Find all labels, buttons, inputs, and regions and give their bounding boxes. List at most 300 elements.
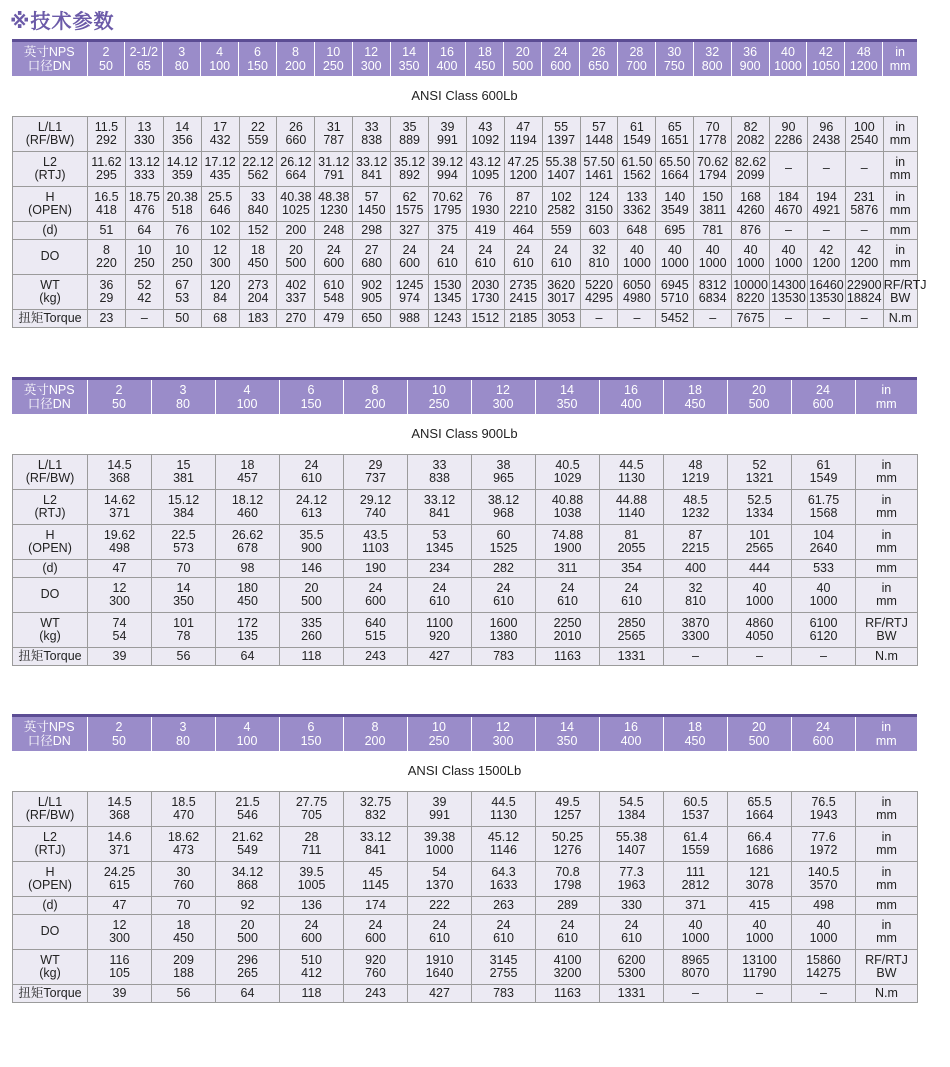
cell-text: 402 <box>285 277 307 292</box>
cell-text: 678 <box>237 541 258 555</box>
cell-text: 3078 <box>745 878 774 892</box>
cell-text: 8220 <box>736 291 765 305</box>
cell-text: DO <box>40 249 60 264</box>
cell-text: 610 <box>323 277 345 292</box>
row-label <box>13 862 88 897</box>
table-cell <box>88 648 152 666</box>
cell-text: 464 <box>512 222 534 237</box>
cell-text: 33.12 <box>359 829 392 844</box>
table-cell <box>656 310 694 328</box>
cell-text: 39.12 <box>431 154 464 169</box>
cell-text: 311 <box>557 560 578 575</box>
table-cell <box>280 455 344 490</box>
row-unit <box>856 490 918 525</box>
cell-text: 39 <box>112 648 127 663</box>
cell-text: 419 <box>474 222 496 237</box>
table-cell <box>88 578 152 613</box>
table-row <box>13 310 918 328</box>
table-cell <box>580 117 618 152</box>
cell-text: 573 <box>173 541 194 555</box>
table-cell <box>770 222 808 240</box>
nps-value: 4 <box>243 720 251 734</box>
cell-text: 24 <box>560 580 575 595</box>
cell-text: 44.88 <box>615 492 648 507</box>
table-cell <box>600 490 664 525</box>
table-cell <box>600 613 664 648</box>
cell-text: 444 <box>749 560 770 575</box>
dn-value: 80 <box>176 734 190 748</box>
table-cell <box>277 275 315 310</box>
cell-text: 600 <box>365 594 386 608</box>
cell-text: 13100 <box>742 952 777 967</box>
dn-value: 100 <box>236 734 258 748</box>
header-size-cell <box>599 379 663 415</box>
cell-text: 1130 <box>618 471 645 485</box>
table-cell <box>344 950 408 985</box>
cell-text: L/L1 <box>37 119 63 134</box>
row-unit <box>856 560 918 578</box>
dn-value: 400 <box>620 734 642 748</box>
table-cell <box>277 152 315 187</box>
nps-value: 10 <box>326 45 341 59</box>
table-cell <box>152 985 216 1003</box>
table-cell <box>728 490 792 525</box>
dn-value: 200 <box>364 734 386 748</box>
cell-text: 3870 <box>681 615 710 630</box>
cell-text: 965 <box>493 471 514 485</box>
cell-text: 1103 <box>362 541 389 555</box>
cell-text: 1963 <box>617 878 646 892</box>
table-cell <box>656 275 694 310</box>
cell-text: 22900 <box>846 277 882 292</box>
table-cell <box>770 117 808 152</box>
row-label <box>13 117 88 152</box>
table-cell <box>125 222 163 240</box>
nps-value: 12 <box>364 45 379 59</box>
cell-text: 1257 <box>553 808 582 822</box>
table-cell <box>664 862 728 897</box>
table-cell <box>391 152 429 187</box>
table-cell <box>163 240 201 275</box>
table-cell <box>504 275 542 310</box>
cell-text: 5300 <box>617 966 646 980</box>
cell-text: 55.38 <box>545 154 577 169</box>
cell-text: 20 <box>288 242 303 257</box>
cell-text: 902 <box>361 277 383 292</box>
table-cell <box>728 897 792 915</box>
spec-table-600lb <box>12 39 927 328</box>
table-cell <box>239 152 277 187</box>
cell-text: 40 <box>629 242 644 257</box>
cell-text: 20.38 <box>166 189 198 204</box>
table-row <box>13 275 918 310</box>
cell-text: – <box>756 648 763 663</box>
cell-text: 3570 <box>809 878 838 892</box>
table-cell <box>600 897 664 915</box>
cell-text: 450 <box>173 931 194 945</box>
cell-text: mm <box>889 203 911 217</box>
cell-text: 841 <box>429 506 450 520</box>
cell-text: 832 <box>365 808 386 822</box>
cell-text: 24 <box>368 580 383 595</box>
cell-text: – <box>633 310 641 325</box>
table-cell <box>280 950 344 985</box>
cell-text: 70 <box>705 119 720 134</box>
header-size-cell <box>407 379 471 415</box>
cell-text: 868 <box>237 878 258 892</box>
cell-text: 295 <box>96 168 117 182</box>
cell-text: 48.5 <box>683 492 708 507</box>
table-cell <box>391 117 429 152</box>
cell-text: 184 <box>778 189 799 204</box>
cell-text: 5220 <box>585 277 613 292</box>
cell-text: 610 <box>493 594 514 608</box>
cell-text: 500 <box>285 256 307 270</box>
cell-text: mm <box>876 808 897 822</box>
table-cell <box>536 827 600 862</box>
row-label <box>13 613 88 648</box>
table-cell <box>792 648 856 666</box>
cell-text: – <box>595 310 603 325</box>
table-cell <box>472 613 536 648</box>
cell-text: 4860 <box>745 615 774 630</box>
cell-text: L/L1 <box>37 457 63 472</box>
header-size-cell <box>201 41 239 77</box>
nps-value: 20 <box>752 720 766 734</box>
table-cell <box>792 915 856 950</box>
cell-text: 660 <box>285 133 307 147</box>
header-size-cell <box>215 716 279 752</box>
cell-text: 118 <box>301 648 322 663</box>
table-cell <box>770 187 808 222</box>
cell-text: 66.4 <box>747 829 772 844</box>
cell-text: 1000 <box>809 594 838 608</box>
cell-text: 24 <box>478 242 493 257</box>
table-cell <box>542 275 580 310</box>
table-cell <box>618 222 656 240</box>
table-cell <box>152 827 216 862</box>
table-cell <box>88 455 152 490</box>
cell-text: 1568 <box>809 506 838 520</box>
cell-text: – <box>785 161 792 176</box>
table-cell <box>125 187 163 222</box>
table-cell <box>408 525 472 560</box>
table-cell <box>664 613 728 648</box>
cell-text: 61 <box>629 119 644 134</box>
cell-text: 356 <box>171 133 193 147</box>
dn-value: 50 <box>112 397 126 411</box>
table-cell <box>216 455 280 490</box>
cell-text: 56 <box>176 648 191 663</box>
cell-text: 296 <box>237 952 258 967</box>
spec-data-table <box>12 454 918 666</box>
cell-text: 412 <box>301 966 322 980</box>
cell-text: 42 <box>857 242 872 257</box>
cell-text: 英寸NPS <box>23 383 75 397</box>
cell-text: 610 <box>474 256 496 270</box>
cell-text: (OPEN) <box>28 203 72 217</box>
cell-text: 3549 <box>660 203 689 217</box>
table-cell <box>216 525 280 560</box>
table-cell <box>664 490 728 525</box>
nps-value: 42 <box>818 45 833 59</box>
table-cell <box>408 560 472 578</box>
spec-table-900lb <box>12 377 917 666</box>
cell-text: H <box>45 527 55 542</box>
nps-value: 48 <box>856 45 871 59</box>
cell-text: 1795 <box>433 203 462 217</box>
cell-text: 64 <box>240 648 255 663</box>
table-cell <box>845 275 883 310</box>
dn-value: 50 <box>99 59 113 73</box>
table-cell <box>536 950 600 985</box>
cell-text: 1331 <box>617 985 646 1000</box>
cell-text: (RTJ) <box>34 168 66 182</box>
cell-text: 30 <box>176 864 191 879</box>
cell-text: 2582 <box>547 203 576 217</box>
cell-text: 68 <box>213 310 228 325</box>
cell-text: 273 <box>247 277 269 292</box>
cell-text: 371 <box>109 843 130 857</box>
cell-text: 100 <box>853 119 875 134</box>
cell-text: 1146 <box>490 843 517 857</box>
table-cell <box>125 275 163 310</box>
table-cell <box>344 455 408 490</box>
cell-text: 4100 <box>553 952 582 967</box>
cell-text: 40.38 <box>280 189 312 204</box>
cell-text: 20 <box>304 580 319 595</box>
table-cell <box>504 187 542 222</box>
cell-text: 180 <box>237 580 258 595</box>
cell-text: 40 <box>752 580 767 595</box>
table-cell <box>429 240 467 275</box>
cell-text: 40 <box>688 917 703 932</box>
cell-text: 40 <box>781 242 796 257</box>
nps-value: 18 <box>688 383 702 397</box>
cell-text: 21.62 <box>231 829 264 844</box>
cell-text: 17.12 <box>204 154 236 169</box>
row-label <box>13 310 88 328</box>
cell-text: (RF/BW) <box>25 808 75 822</box>
cell-text: 350 <box>173 594 194 608</box>
cell-text: 1025 <box>281 203 310 217</box>
row-unit <box>856 648 918 666</box>
table-cell <box>536 985 600 1003</box>
cell-text: mm <box>889 222 911 237</box>
cell-text: 65 <box>667 119 682 134</box>
cell-text: 168 <box>740 189 762 204</box>
table-row <box>13 187 918 222</box>
table-cell <box>792 950 856 985</box>
table-cell <box>344 490 408 525</box>
dn-value: 250 <box>428 397 450 411</box>
cell-text: 18.62 <box>167 829 200 844</box>
table-cell <box>152 897 216 915</box>
cell-text: 1245 <box>395 277 424 292</box>
cell-text: 243 <box>365 985 386 1000</box>
table-cell <box>732 240 770 275</box>
cell-text: 974 <box>399 291 420 305</box>
cell-text: 1559 <box>681 843 710 857</box>
row-label <box>13 152 88 187</box>
row-unit <box>856 525 918 560</box>
table-cell <box>728 455 792 490</box>
cell-text: 39 <box>440 119 455 134</box>
cell-text: 45.12 <box>487 829 520 844</box>
cell-text: – <box>709 310 717 325</box>
table-cell <box>504 222 542 240</box>
table-cell <box>125 117 163 152</box>
cell-text: 270 <box>285 310 307 325</box>
cell-text: 102 <box>209 222 231 237</box>
table-cell <box>344 613 408 648</box>
row-label <box>13 792 88 827</box>
cell-text: 174 <box>365 897 386 912</box>
table-row <box>13 648 918 666</box>
cell-text: 74.88 <box>551 527 584 542</box>
cell-text: 2540 <box>850 133 879 147</box>
cell-text: 12 <box>213 242 228 257</box>
cell-text: 1331 <box>617 648 646 663</box>
table-row <box>13 525 918 560</box>
cell-text: 22 <box>251 119 265 134</box>
cell-text: 648 <box>626 222 648 237</box>
cell-text: 29 <box>99 291 114 305</box>
cell-text: 1407 <box>547 168 576 182</box>
table-cell <box>88 792 152 827</box>
cell-text: 1530 <box>433 277 462 292</box>
table-cell <box>694 275 732 310</box>
table-cell <box>600 648 664 666</box>
cell-text: 24 <box>554 242 569 257</box>
cell-text: 664 <box>285 168 307 182</box>
cell-text: 24 <box>402 242 417 257</box>
table-cell <box>429 222 467 240</box>
table-cell <box>807 240 845 275</box>
table-cell <box>580 222 618 240</box>
cell-text: 140.5 <box>807 864 840 879</box>
table-cell <box>152 455 216 490</box>
header-size-cell <box>215 379 279 415</box>
cell-text: 43 <box>478 119 493 134</box>
table-cell <box>344 985 408 1003</box>
cell-text: 49.5 <box>555 794 580 809</box>
cell-text: 96 <box>819 119 834 134</box>
header-size-cell <box>663 716 727 752</box>
header-size-cell <box>617 41 655 77</box>
cell-text: – <box>756 985 763 1000</box>
table-cell <box>600 915 664 950</box>
cell-text: 1450 <box>357 203 386 217</box>
nps-value: 40 <box>781 45 795 59</box>
cell-text: 1100 <box>426 615 453 630</box>
cell-text: 150 <box>702 189 724 204</box>
dn-value: 300 <box>492 397 514 411</box>
table-cell <box>845 152 883 187</box>
row-label <box>13 560 88 578</box>
cell-text: in <box>895 154 906 169</box>
cell-text: 610 <box>621 594 642 608</box>
table-cell <box>277 222 315 240</box>
cell-text: 14300 <box>771 277 806 292</box>
cell-text: 24 <box>432 917 447 932</box>
cell-text: WT <box>40 277 60 292</box>
table-cell <box>152 950 216 985</box>
nps-value: 24 <box>816 383 830 397</box>
size-header-row <box>12 39 917 76</box>
cell-text: – <box>785 310 792 325</box>
cell-text: 1930 <box>471 203 500 217</box>
cell-text: 27.75 <box>295 794 328 809</box>
header-size-cell <box>504 41 542 77</box>
cell-text: 559 <box>247 133 269 147</box>
cell-text: 8070 <box>681 966 710 980</box>
table-cell <box>542 187 580 222</box>
table-cell <box>315 152 353 187</box>
cell-text: 5710 <box>660 291 689 305</box>
cell-text: 57 <box>364 189 379 204</box>
cell-text: 1397 <box>547 133 576 147</box>
cell-text: 12 <box>112 580 127 595</box>
cell-text: 1549 <box>623 133 651 147</box>
cell-text: 610 <box>493 931 514 945</box>
nps-value: 18 <box>477 45 492 59</box>
header-size-cell <box>791 379 855 415</box>
table-cell <box>466 310 504 328</box>
table-cell <box>353 187 391 222</box>
cell-text: 22.5 <box>171 527 196 542</box>
cell-text: 24 <box>368 917 383 932</box>
table-cell <box>728 915 792 950</box>
cell-text: 70 <box>176 897 191 912</box>
nps-value: 16 <box>624 720 638 734</box>
cell-text: 3150 <box>585 203 613 217</box>
cell-text: 53 <box>175 291 190 305</box>
table-cell <box>664 560 728 578</box>
table-cell <box>656 152 694 187</box>
table-cell <box>732 222 770 240</box>
cell-text: 34.12 <box>231 864 264 879</box>
nps-value: 24 <box>816 720 830 734</box>
cell-text: 18824 <box>846 291 882 305</box>
row-label <box>13 897 88 915</box>
cell-text: 231 <box>853 189 875 204</box>
table-cell <box>152 915 216 950</box>
nps-value: 36 <box>743 45 758 59</box>
table-cell <box>152 525 216 560</box>
cell-text: 11.5 <box>94 119 119 134</box>
table-cell <box>807 187 845 222</box>
dn-value: 250 <box>428 734 450 748</box>
table-cell <box>408 950 472 985</box>
cell-text: 18.75 <box>128 189 160 204</box>
unit-text: mm <box>889 59 911 73</box>
cell-text: 4921 <box>812 203 841 217</box>
cell-text: 3300 <box>681 629 710 643</box>
cell-text: 760 <box>365 966 386 980</box>
cell-text: 8965 <box>681 952 710 967</box>
table-cell <box>408 792 472 827</box>
table-row <box>13 950 918 985</box>
cell-text: 24.12 <box>295 492 328 507</box>
row-label <box>13 240 88 275</box>
table-cell <box>656 222 694 240</box>
nps-value: 16 <box>440 45 454 59</box>
table-cell <box>125 240 163 275</box>
table-cell <box>845 310 883 328</box>
section-title: ※技术参数 <box>10 9 115 33</box>
cell-text: 20 <box>240 917 255 932</box>
